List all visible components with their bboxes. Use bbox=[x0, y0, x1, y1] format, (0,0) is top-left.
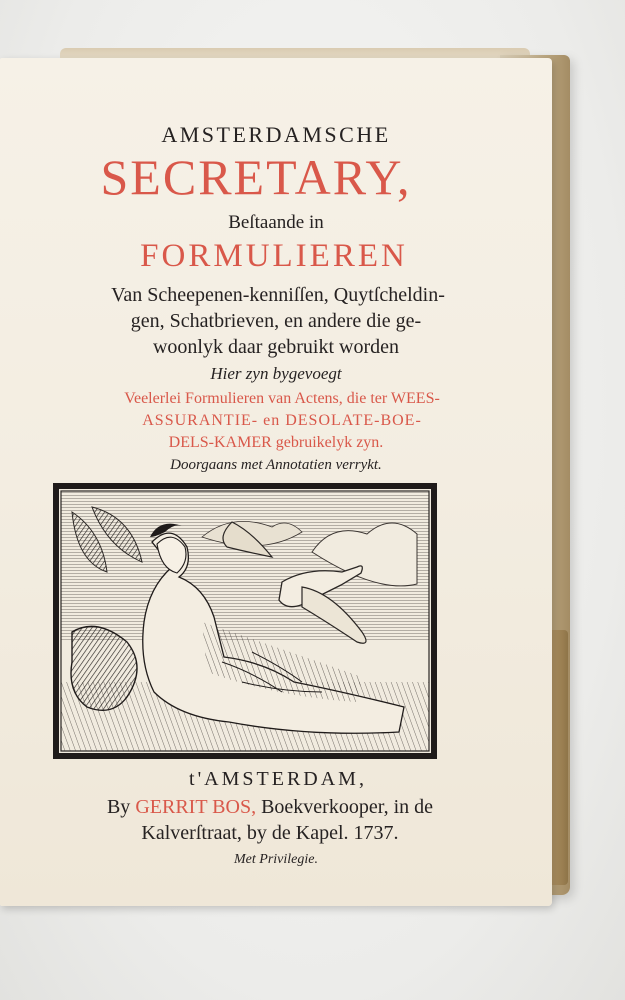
privilege-line: Met Privilegie. bbox=[234, 852, 318, 867]
title-line-bestaande: Beſtaande in bbox=[228, 212, 324, 233]
imprint-line-2: Kalverſtraat, by de Kapel. 1737. bbox=[141, 822, 399, 844]
red-line-3-kamer: DELS-KAMER bbox=[168, 434, 272, 451]
doorgaans-line: Doorgaans met Annotatien verrykt. bbox=[170, 457, 382, 473]
imprint-publisher: GERRIT BOS, bbox=[135, 796, 257, 818]
body-line-2: gen, Schatbrieven, en andere die ge- bbox=[130, 310, 422, 332]
imprint-line-1 bbox=[0, 796, 546, 819]
imprint-by: By bbox=[106, 796, 136, 818]
body-line-3: woonlyk daar gebruikt worden bbox=[152, 336, 400, 358]
imprint-city: t'AMSTERDAM, bbox=[189, 768, 367, 790]
title-line-secretary: SECRETARY, bbox=[100, 149, 412, 205]
red-line-2: ASSURANTIE- en DESOLATE-BOE- bbox=[142, 412, 422, 429]
imprint-rest: Boekverkooper, in de bbox=[256, 796, 434, 818]
title-line-amsterdamsche: AMSTERDAMSCHE bbox=[161, 122, 391, 147]
hier-line: Hier zyn bygevoegt bbox=[210, 364, 342, 383]
red-line-1: Veelerlei Formulieren van Actens, die ter WEES- bbox=[124, 390, 440, 407]
body-line-1: Van Scheepenen-kenniſſen, Quytſcheldin- bbox=[111, 284, 445, 306]
red-line-3 bbox=[0, 434, 552, 452]
red-line-3-rest: gebruikelyk zyn. bbox=[271, 434, 384, 451]
title-line-formulieren: FORMULIEREN bbox=[140, 238, 408, 274]
engraving-illustration bbox=[52, 482, 438, 760]
